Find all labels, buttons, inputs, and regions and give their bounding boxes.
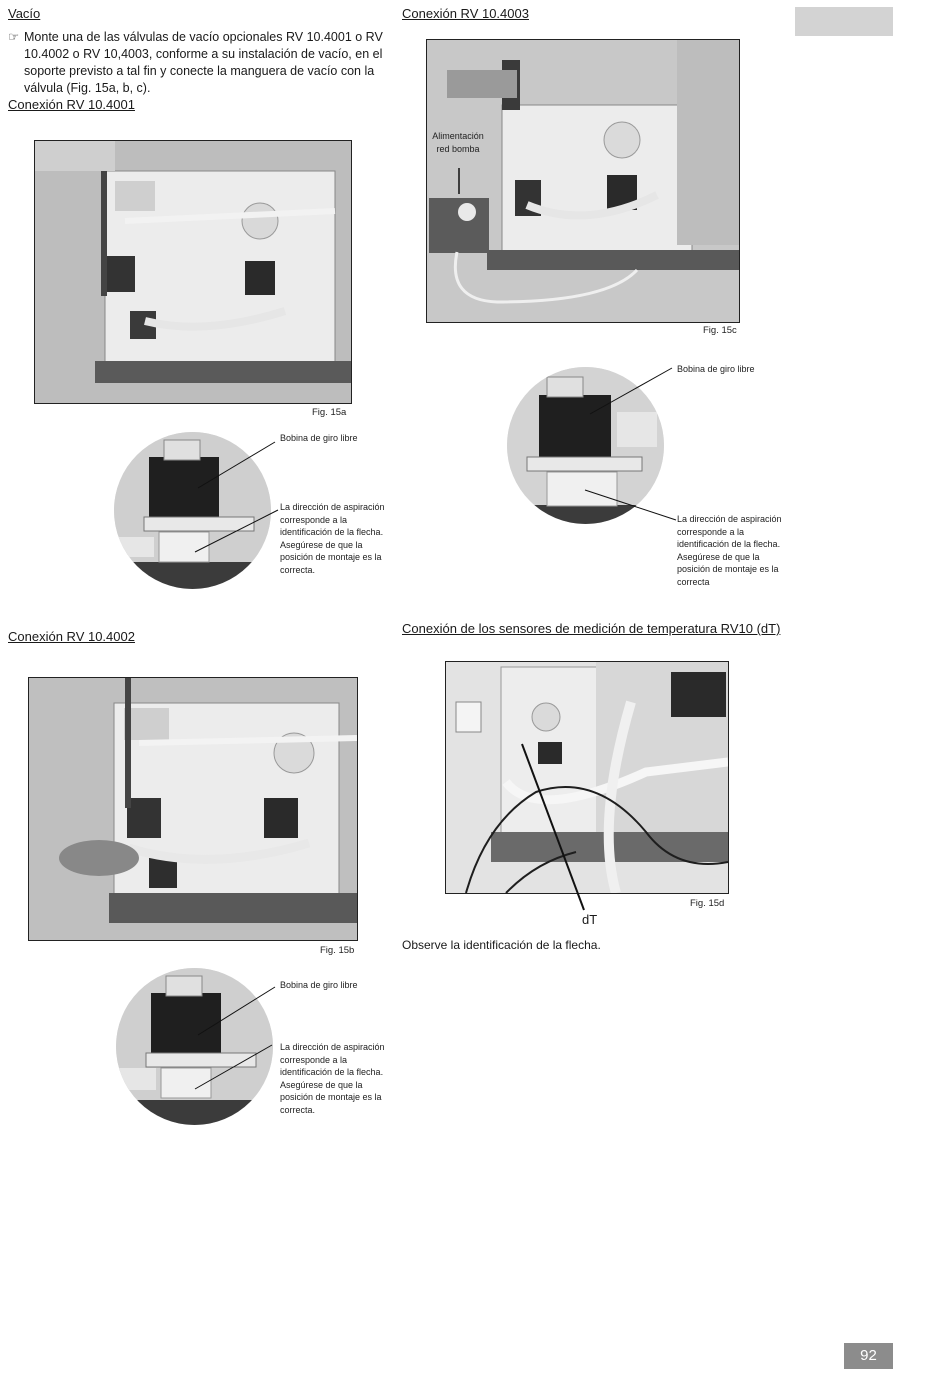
label-direction-c: [677, 513, 795, 588]
photo-fig-15d: [445, 661, 729, 894]
note-arrow: Observe la identificación de la flecha.: [402, 938, 601, 952]
label-supply: Alimentación red bomba: [430, 130, 486, 155]
page-number: 92: [844, 1343, 893, 1369]
label-direction-a: [280, 501, 388, 576]
caption-fig-15c: Fig. 15c: [703, 325, 737, 336]
heading-conexion-4001: Conexión RV 10.4001: [8, 97, 135, 112]
direction-text-c: La dirección de aspiración corresponde a la identificación de la flecha.: [677, 514, 782, 549]
heading-vacio: Vacío: [8, 6, 41, 21]
label-direction-b: [280, 1041, 388, 1116]
check-text-c: Asegúrese de que la posición de montaje es la correcta: [677, 551, 779, 587]
detail-image-c: [507, 367, 664, 524]
photo-fig-15c: [426, 39, 740, 323]
heading-sensors: Conexión de los sensores de medición de temperatura RV10 (dT): [402, 621, 781, 636]
heading-conexion-4003: Conexión RV 10.4003: [402, 6, 529, 21]
detail-image-b: [116, 968, 273, 1125]
photo-fig-15a: [34, 140, 352, 404]
hand-pointer-icon: ☞: [8, 30, 20, 44]
label-coil-a: Bobina de giro libre: [280, 433, 358, 443]
caption-fig-15b: Fig. 15b: [320, 945, 355, 956]
check-text-a: Asegúrese de que la posición de montaje es la correcta.: [280, 539, 382, 575]
label-coil-c: Bobina de giro libre: [677, 364, 755, 374]
detail-image-a: [114, 432, 271, 589]
caption-fig-15d: Fig. 15d: [690, 898, 725, 909]
caption-fig-15a: Fig. 15a: [312, 407, 347, 418]
bullet-text: Monte una de las válvulas de vacío opcionales RV 10.4001 o RV 10.4002 o RV 10,4003, conforme a su instalación de vacío, en el soporte previsto a tal fin y conecte la manguera de vacío con la válvula (Fig. 15a, b, c).: [24, 30, 383, 95]
check-text-b: Asegúrese de que la posición de montaje es la correcta.: [280, 1079, 382, 1115]
direction-text-b: La dirección de aspiración corresponde a la identificación de la flecha.: [280, 1042, 385, 1077]
photo-fig-15b: [28, 677, 358, 941]
heading-conexion-4002: Conexión RV 10.4002: [8, 629, 135, 644]
label-dt: dT: [582, 912, 598, 927]
direction-text-a: La dirección de aspiración corresponde a la identificación de la flecha.: [280, 502, 385, 537]
bullet-paragraph: [8, 29, 388, 97]
label-coil-b: Bobina de giro libre: [280, 980, 358, 990]
header-gray-tab: [795, 7, 893, 36]
